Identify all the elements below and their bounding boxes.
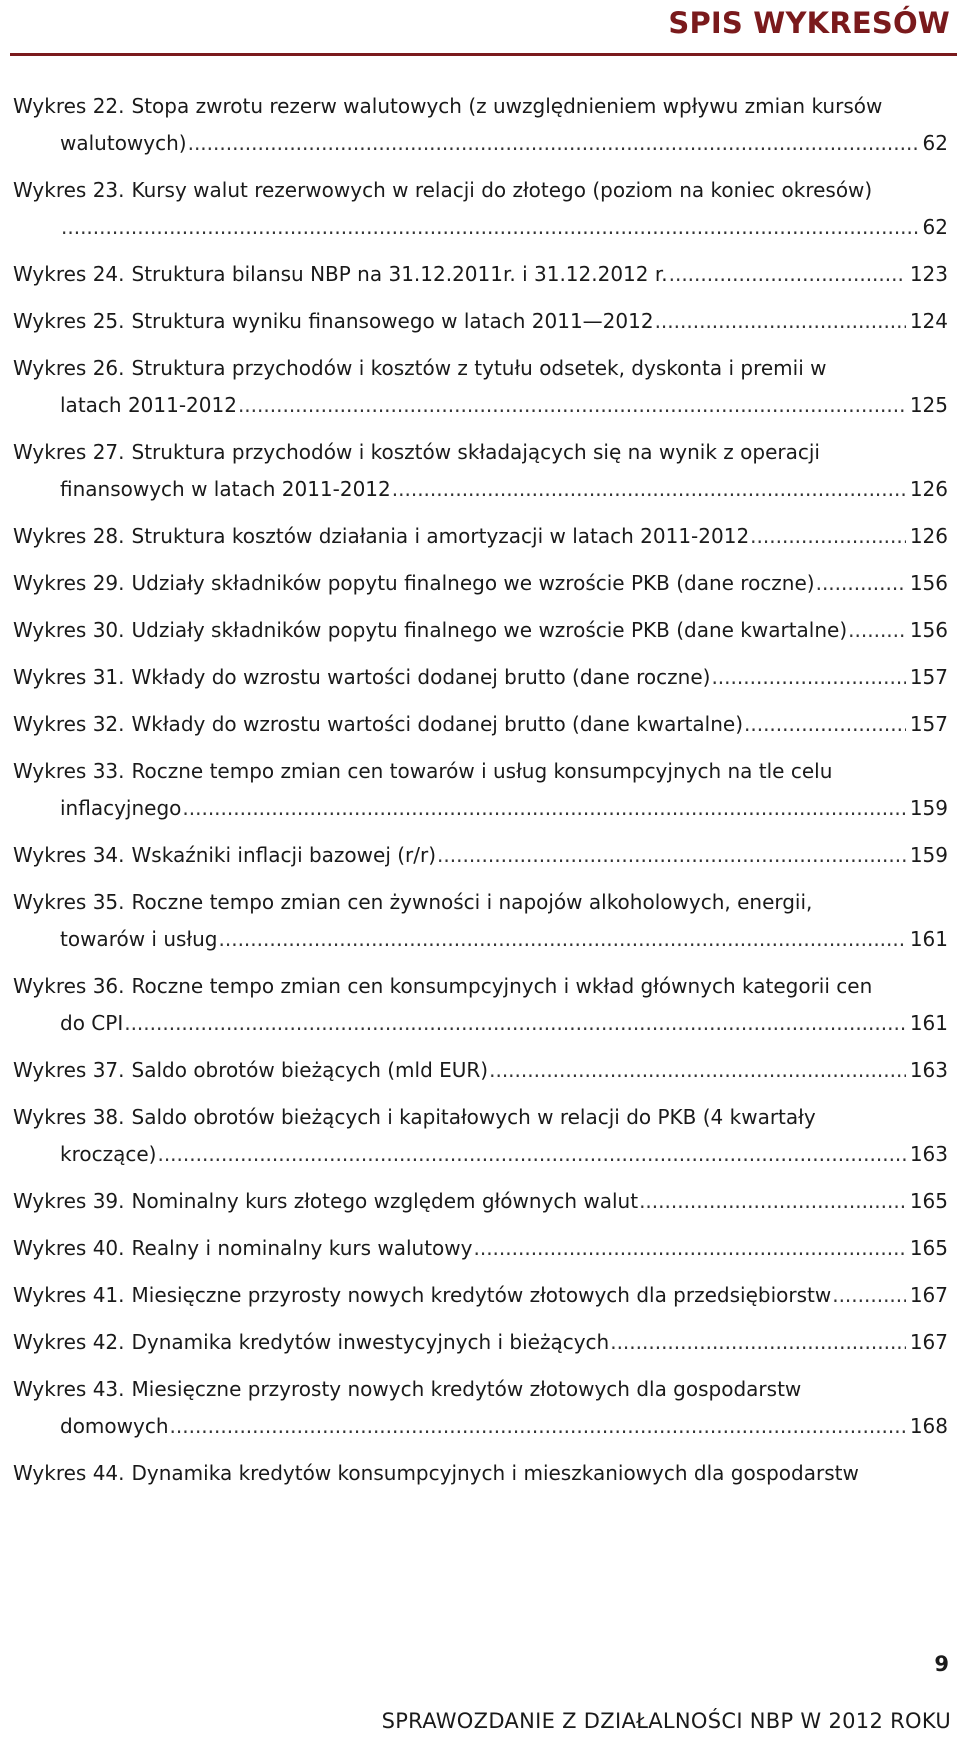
header-divider [10,53,957,56]
dot-leader [219,921,906,958]
figure-number: Wykres 28. [13,524,125,548]
figure-entry[interactable] [13,706,948,743]
figure-title-line: Roczne tempo zmian cen żywności i napojów alkoholowych, energii, [131,890,813,914]
figure-title-line: do CPI [60,1011,124,1035]
dot-leader [473,1230,905,1267]
figure-number: Wykres 36. [13,974,125,998]
figure-title-line: Udziały składników popytu finalnego we wzroście PKB (dane roczne) [131,571,815,595]
figure-entry[interactable] [13,256,948,293]
figure-number: Wykres 22. [13,94,125,118]
dot-leader [392,471,906,508]
figure-title-line: kroczące) [60,1142,157,1166]
figure-entry[interactable] [13,1324,948,1361]
figure-title-line: Dynamika kredytów konsumpcyjnych i mieszkaniowych dla gospodarstw [131,1461,859,1485]
figure-title-line: Dynamika kredytów inwestycyjnych i bieżących [131,1330,610,1354]
figure-page-number: 157 [909,712,948,736]
dot-leader [750,518,906,555]
dot-leader [744,706,906,743]
figure-number: Wykres 44. [13,1461,125,1485]
figure-number: Wykres 34. [13,843,125,867]
figure-page-number: 156 [909,571,948,595]
figure-page-number: 62 [922,215,948,239]
figure-title-line: inflacyjnego [60,796,182,820]
dot-leader [124,1005,906,1042]
figure-entry[interactable] [13,884,948,958]
figure-number: Wykres 43. [13,1377,125,1401]
figure-number: Wykres 39. [13,1189,125,1213]
figure-page-number: 165 [909,1236,948,1260]
figure-number: Wykres 41. [13,1283,125,1307]
figure-number: Wykres 24. [13,262,125,286]
figure-entry[interactable] [13,1277,948,1314]
figure-number: Wykres 38. [13,1105,125,1129]
figure-number: Wykres 31. [13,665,125,689]
section-title: SPIS WYKRESÓW [668,6,950,40]
figure-title-line: Struktura kosztów działania i amortyzacji w latach 2011-2012 [131,524,750,548]
dot-leader [669,256,906,293]
figure-title-line: latach 2011-2012 [60,393,237,417]
figure-page-number: 159 [909,796,948,820]
figure-page-number: 165 [909,1189,948,1213]
figure-page-number: 123 [909,262,948,286]
figure-title-line: Miesięczne przyrosty nowych kredytów złotowych dla przedsiębiorstw [131,1283,832,1307]
figure-title-line: Struktura wyniku finansowego w latach 2011—2012 [131,309,654,333]
dot-leader [711,659,905,696]
figure-entry[interactable] [13,518,948,555]
dot-leader [157,1136,905,1173]
figure-number: Wykres 26. [13,356,125,380]
dot-leader [610,1324,906,1361]
figure-entry[interactable] [13,172,948,246]
figure-number: Wykres 42. [13,1330,125,1354]
figure-number: Wykres 37. [13,1058,125,1082]
figure-number: Wykres 27. [13,440,125,464]
dot-leader [61,209,919,246]
figure-title-line: Wkłady do wzrostu wartości dodanej brutto (dane kwartalne) [131,712,743,736]
figure-entry[interactable] [13,303,948,340]
figure-title-line: Stopa zwrotu rezerw walutowych (z uwzględnieniem wpływu zmian kursów [131,94,883,118]
figure-entry[interactable] [13,837,948,874]
dot-leader [238,387,906,424]
figure-page-number: 163 [909,1142,948,1166]
figure-entry[interactable] [13,1455,948,1492]
table-of-figures [13,88,948,1492]
figure-page-number: 163 [909,1058,948,1082]
figure-page-number: 159 [909,843,948,867]
figure-page-number: 156 [909,618,948,642]
figure-page-number: 161 [909,1011,948,1035]
figure-title-line: Struktura przychodów i kosztów składających się na wynik z operacji [131,440,820,464]
figure-entry[interactable] [13,1099,948,1173]
figure-entry[interactable] [13,88,948,162]
figure-entry[interactable] [13,1230,948,1267]
figure-page-number: 161 [909,927,948,951]
dot-leader [437,837,906,874]
figure-page-number: 126 [909,477,948,501]
figure-number: Wykres 32. [13,712,125,736]
figure-title-line: walutowych) [60,131,187,155]
figure-page-number: 125 [909,393,948,417]
figure-title-line: domowych [60,1414,169,1438]
figure-title-line: Roczne tempo zmian cen towarów i usług konsumpcyjnych na tle celu [131,759,833,783]
figure-title-line: Nominalny kurs złotego względem głównych walut [131,1189,639,1213]
figure-entry[interactable] [13,350,948,424]
figure-number: Wykres 40. [13,1236,125,1260]
dot-leader [489,1052,906,1089]
figure-title-line: Udziały składników popytu finalnego we wzroście PKB (dane kwartalne) [131,618,848,642]
figure-title-line: Struktura przychodów i kosztów z tytułu odsetek, dyskonta i premii w [131,356,827,380]
footer-title: SPRAWOZDANIE Z DZIAŁALNOŚCI NBP W 2012 ROKU [381,1709,951,1733]
figure-entry[interactable] [13,565,948,602]
figure-title-line: Roczne tempo zmian cen konsumpcyjnych i wkład głównych kategorii cen [131,974,873,998]
figure-title-line: Saldo obrotów bieżących i kapitałowych w relacji do PKB (4 kwartały [131,1105,816,1129]
figure-page-number: 124 [909,309,948,333]
dot-leader [188,125,919,162]
figure-title-line: Struktura bilansu NBP na 31.12.2011r. i 31.12.2012 r. [131,262,668,286]
figure-number: Wykres 29. [13,571,125,595]
figure-title-line: Realny i nominalny kurs walutowy [131,1236,473,1260]
figure-title-line: Wkłady do wzrostu wartości dodanej brutto (dane roczne) [131,665,711,689]
figure-page-number: 167 [909,1283,948,1307]
figure-title-line: Miesięczne przyrosty nowych kredytów złotowych dla gospodarstw [131,1377,802,1401]
figure-number: Wykres 35. [13,890,125,914]
figure-entry[interactable] [13,1371,948,1445]
page-number: 9 [934,1652,949,1676]
figure-page-number: 157 [909,665,948,689]
figure-number: Wykres 33. [13,759,125,783]
figure-entry[interactable] [13,434,948,508]
figure-page-number: 62 [922,131,948,155]
dot-leader [832,1277,906,1314]
figure-entry[interactable] [13,753,948,827]
dot-leader [182,790,905,827]
dot-leader [639,1183,906,1220]
figure-page-number: 168 [909,1414,948,1438]
figure-title-line: Wskaźniki inflacji bazowej (r/r) [131,843,437,867]
figure-entry[interactable] [13,612,948,649]
figure-title-line: Saldo obrotów bieżących (mld EUR) [131,1058,489,1082]
figure-entry[interactable] [13,659,948,696]
figure-title-line: towarów i usług [60,927,218,951]
dot-leader [655,303,906,340]
figure-number: Wykres 23. [13,178,125,202]
figure-entry[interactable] [13,1183,948,1220]
figure-entry[interactable] [13,968,948,1042]
dot-leader [170,1408,906,1445]
dot-leader [816,565,906,602]
dot-leader [848,612,906,649]
figure-title-line: finansowych w latach 2011-2012 [60,477,391,501]
figure-number: Wykres 30. [13,618,125,642]
figure-number: Wykres 25. [13,309,125,333]
figure-page-number: 167 [909,1330,948,1354]
figure-entry[interactable] [13,1052,948,1089]
figure-title-line: Kursy walut rezerwowych w relacji do złotego (poziom na koniec okresów) [131,178,873,202]
figure-page-number: 126 [909,524,948,548]
